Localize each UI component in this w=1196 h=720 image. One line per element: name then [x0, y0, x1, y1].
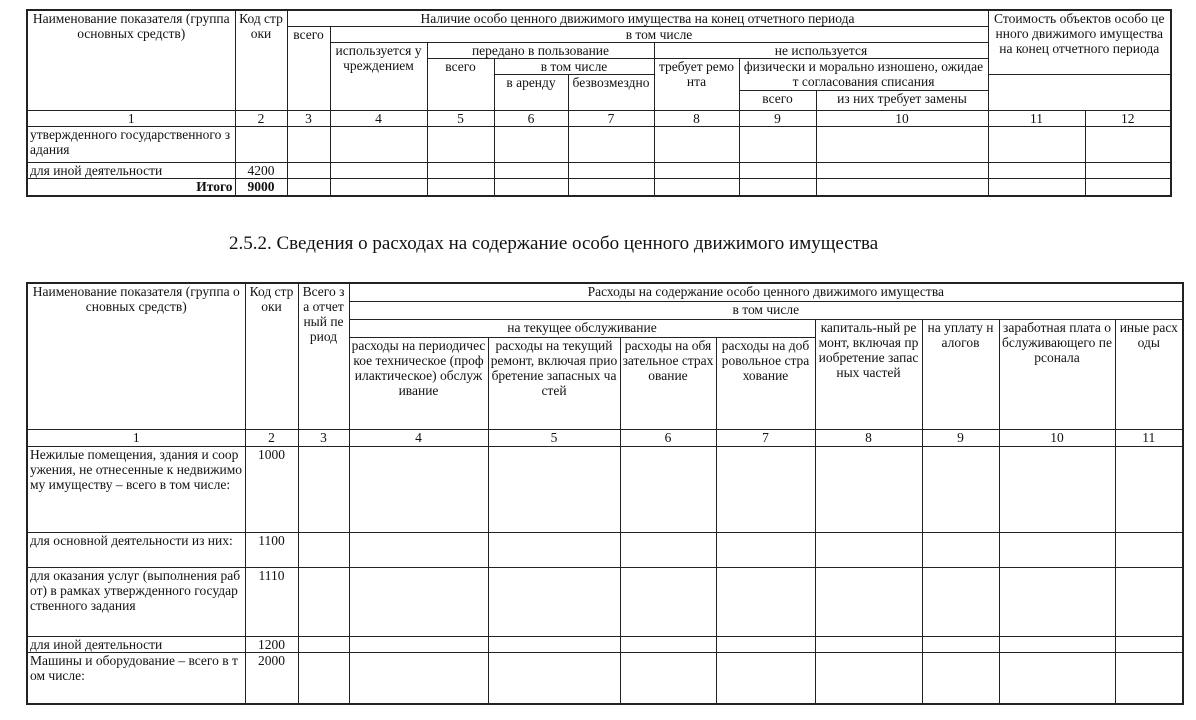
header-worn-out: физически и морально изношено, ожидает согласования списания: [739, 59, 988, 91]
header-total: Всего за отчетный период: [298, 283, 349, 429]
header-mandatory-ins: расходы на обязательное страхование: [620, 337, 716, 429]
col-num: 4: [349, 429, 488, 446]
col-num: 6: [494, 111, 568, 127]
col-num: 3: [298, 429, 349, 446]
header-rent: в аренду: [494, 75, 568, 111]
header-used: используется учреждением: [330, 43, 427, 111]
col-num: 5: [427, 111, 494, 127]
maintenance-expenses-table: [26, 282, 1184, 705]
header-periodic: расходы на периодическое техническое (профилактическое) обслуживание: [349, 337, 488, 429]
col-num: 7: [568, 111, 654, 127]
row-name: утвержденного государственного задания: [27, 127, 235, 163]
header-presence: Наличие особо ценного движимого имущества на конец отчетного периода: [287, 10, 988, 27]
header-cost-spacer: [988, 75, 1171, 111]
row-name: для оказания услуг (выполнения работ) в рамках утвержденного государственного задания: [27, 567, 245, 636]
row-code: 1000: [245, 446, 298, 532]
header-including: в том числе: [330, 27, 988, 43]
row-name: для основной деятельности из них:: [27, 532, 245, 567]
row-name: для иной деятельности: [27, 636, 245, 652]
col-num: 9: [922, 429, 999, 446]
table-row: [27, 446, 1183, 532]
table-row: [27, 163, 1171, 179]
col-num: 3: [287, 111, 330, 127]
header-transferred-including: в том числе: [494, 59, 654, 75]
header-free: безвозмездно: [568, 75, 654, 111]
row-name: Итого: [27, 179, 235, 196]
row-code: [235, 127, 287, 163]
col-num: 8: [654, 111, 739, 127]
col-num: 1: [27, 111, 235, 127]
header-salary: заработная плата обслуживающего персонала: [999, 319, 1115, 429]
table-row: [27, 636, 1183, 652]
header-taxes: на уплату налогов: [922, 319, 999, 429]
col-num: 6: [620, 429, 716, 446]
header-cost: Стоимость объектов особо ценного движимого имущества на конец отчетного периода: [988, 10, 1171, 75]
col-num: 11: [1115, 429, 1183, 446]
table-row: [27, 127, 1171, 163]
col-num: 2: [235, 111, 287, 127]
header-transferred-total: всего: [427, 59, 494, 111]
section-heading: 2.5.2. Сведения о расходах на содержание особо ценного движимого имущества: [229, 233, 879, 254]
header-transferred: передано в пользование: [427, 43, 654, 59]
header-needs-repair: требует ремонта: [654, 59, 739, 111]
header-voluntary-ins: расходы на добровольное страхование: [716, 337, 815, 429]
col-num: 10: [816, 111, 988, 127]
header-current-repair: расходы на текущий ремонт, включая приобретение запасных частей: [488, 337, 620, 429]
col-num: 8: [815, 429, 922, 446]
valuable-property-table: [26, 9, 1172, 197]
row-code: 2000: [245, 652, 298, 704]
row-name: для иной деятельности: [27, 163, 235, 179]
header-expenses: Расходы на содержание особо ценного движимого имущества: [349, 283, 1183, 301]
row-name: Нежилые помещения, здания и сооружения, не отнесенные к недвижимому имуществу – всего в том числе:: [27, 446, 245, 532]
col-num: 1: [27, 429, 245, 446]
header-code: Код строки: [245, 283, 298, 429]
col-num: 12: [1085, 111, 1171, 127]
col-num: 5: [488, 429, 620, 446]
column-numbers-row: [27, 429, 1183, 446]
total-row: [27, 179, 1171, 196]
header-capital-repair: капиталь-ный ремонт, включая приобретение запасных частей: [815, 319, 922, 429]
header-other: иные расходы: [1115, 319, 1183, 429]
row-code: 1110: [245, 567, 298, 636]
table-row: [27, 567, 1183, 636]
header-current-service: на текущее обслуживание: [349, 319, 815, 337]
col-num: 10: [999, 429, 1115, 446]
header-name: Наименование показателя (группа основных средств): [27, 10, 235, 111]
header-worn-total: всего: [739, 91, 816, 111]
row-name: Машины и оборудование – всего в том числе:: [27, 652, 245, 704]
header-total: всего: [287, 27, 330, 111]
header-code: Код строки: [235, 10, 287, 111]
row-code: 1100: [245, 532, 298, 567]
row-code: 1200: [245, 636, 298, 652]
table-row: [27, 652, 1183, 704]
header-worn-replace: из них требует замены: [816, 91, 988, 111]
header-not-used: не используется: [654, 43, 988, 59]
row-code: 9000: [235, 179, 287, 196]
column-numbers-row: [27, 111, 1171, 127]
col-num: 4: [330, 111, 427, 127]
col-num: 11: [988, 111, 1085, 127]
col-num: 7: [716, 429, 815, 446]
row-code: 4200: [235, 163, 287, 179]
col-num: 2: [245, 429, 298, 446]
table-row: [27, 532, 1183, 567]
header-name: Наименование показателя (группа основных средств): [27, 283, 245, 429]
header-including: в том числе: [349, 301, 1183, 319]
col-num: 9: [739, 111, 816, 127]
